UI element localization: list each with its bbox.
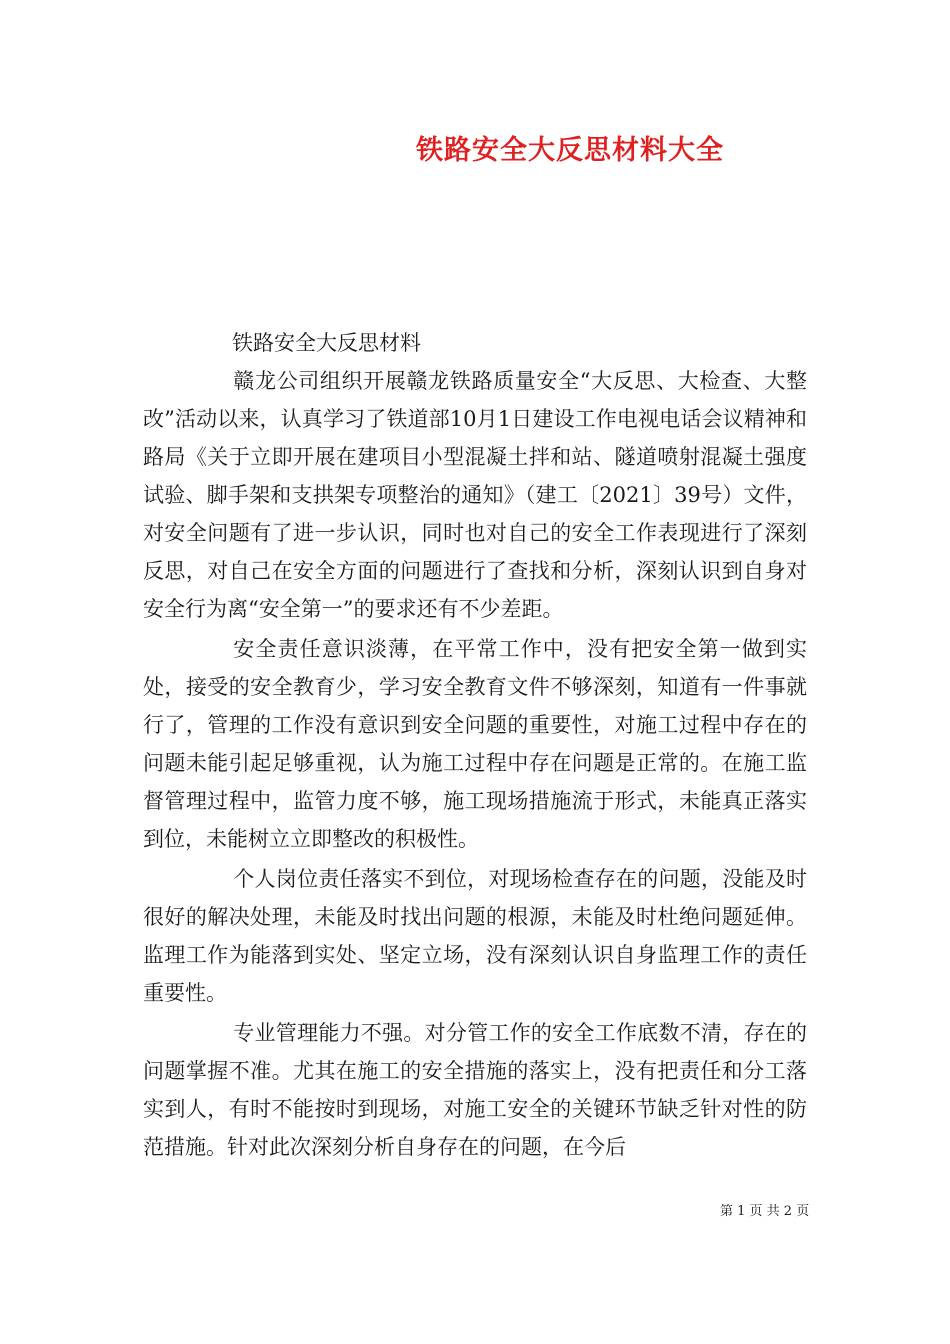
page-number-footer: 第 1 页 共 2 页 [720,1204,810,1219]
body-paragraph-4: 专业管理能力不强。对分管工作的安全工作底数不清，存在的问题掌握不准。尤其在施工的安全措施的落实上，没有把责任和分工落实到人，有时不能按时到现场，对施工安全的关键环节缺乏针对性的防范措施。针对此次深刻分析自身存在的问题，在今后 [143,1021,807,1159]
document-body [143,362,807,1166]
body-paragraph-3: 个人岗位责任落实不到位，对现场检查存在的问题，没能及时很好的解决处理，未能及时找出问题的根源，未能及时杜绝问题延伸。监理工作为能落到实处、坚定立场，没有深刻认识自身监理工作的责任重要性。 [143,867,807,1005]
document-title: 铁路安全大反思材料大全 [416,135,724,166]
body-paragraph-1: 赣龙公司组织开展赣龙铁路质量安全“大反思、大检查、大整改”活动以来，认真学习了铁道部10月1日建设工作电视电话会议精神和路局《关于立即开展在建项目小型混凝土拌和站、隧道喷射混凝土强度试验、脚手架和支拱架专项整治的通知》（建工〔2021〕39号）文件，对安全问题有了进一步认识，同时也对自己的安全工作表现进行了深刻反思，对自己在安全方面的问题进行了查找和分析，深刻认识到自身对安全行为离“安全第一”的要求还有不少差距。 [143,369,807,621]
body-paragraph-2: 安全责任意识淡薄，在平常工作中，没有把安全第一做到实处，接受的安全教育少，学习安全教育文件不够深刻，知道有一件事就行了，管理的工作没有意识到安全问题的重要性，对施工过程中存在的问题未能引起足够重视，认为施工过程中存在问题是正常的。在施工监督管理过程中，监管力度不够，施工现场措施流于形式，未能真正落实到位，未能树立立即整改的积极性。 [143,637,807,851]
document-subtitle: 铁路安全大反思材料 [232,331,421,355]
